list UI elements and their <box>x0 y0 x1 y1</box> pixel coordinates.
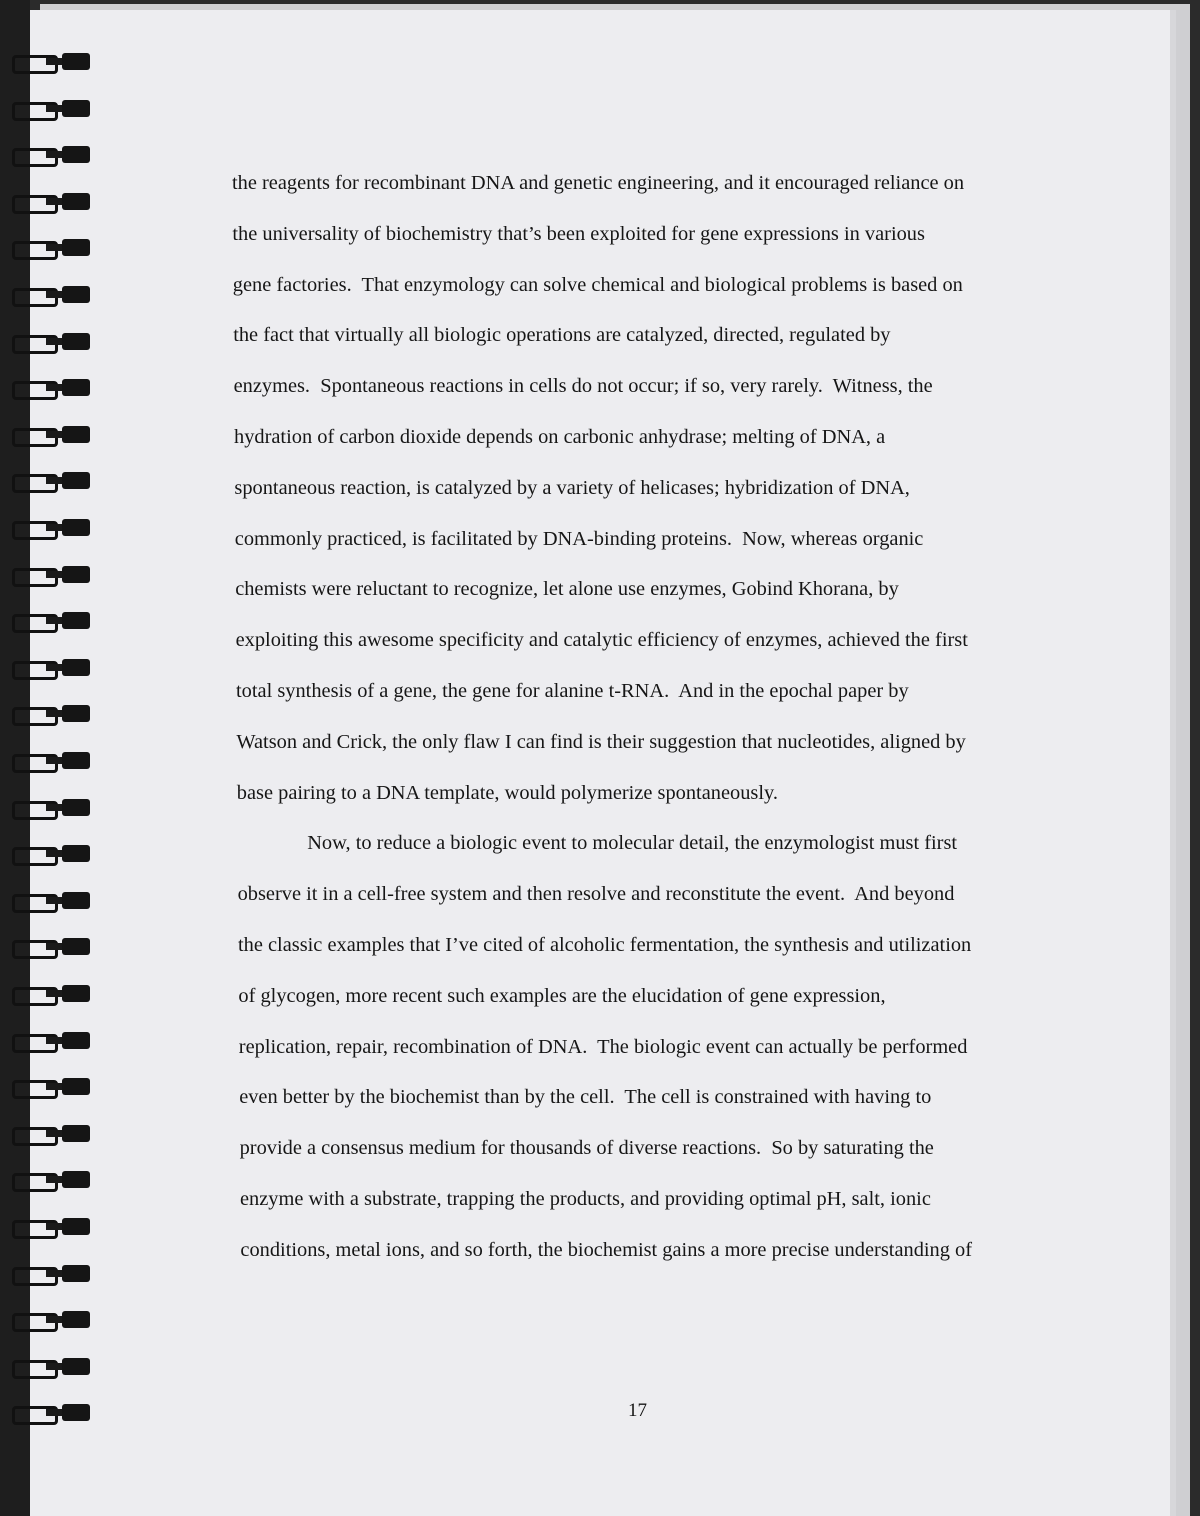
spiral-coil <box>12 1124 92 1144</box>
spiral-coil <box>12 1217 92 1237</box>
spiral-coil <box>12 891 92 911</box>
text-line: base pairing to a DNA template, would polymerize spontaneously. <box>236 781 778 804</box>
text-line: total synthesis of a gene, the gene for alanine t-RNA. And in the epochal paper by <box>236 679 909 702</box>
spiral-coil <box>12 984 92 1004</box>
spiral-coil <box>12 704 92 724</box>
body-text <box>232 168 1062 1286</box>
spiral-coil <box>12 425 92 445</box>
spiral-coil <box>12 798 92 818</box>
text-line: chemists were reluctant to recognize, let alone use enzymes, Gobind Khorana, by <box>235 578 899 601</box>
text-line: enzymes. Spontaneous reactions in cells do not occur; if so, very rarely. Witness, the <box>233 375 933 398</box>
text-line: the reagents for recombinant DNA and genetic engineering, and it encouraged reliance on <box>232 172 965 194</box>
spiral-coil <box>12 937 92 957</box>
spiral-coil <box>12 1264 92 1284</box>
spiral-coil <box>12 471 92 491</box>
text-line: Watson and Crick, the only flaw I can find is their suggestion that nucleotides, aligned by <box>236 730 966 753</box>
spiral-coil <box>12 1357 92 1377</box>
spiral-coil <box>12 518 92 538</box>
text-line: commonly practiced, is facilitated by DNA-binding proteins. Now, whereas organic <box>234 527 924 550</box>
page-number: 17 <box>628 1400 647 1421</box>
spiral-coil <box>12 1170 92 1190</box>
spiral-coil <box>12 844 92 864</box>
spiral-coil <box>12 99 92 119</box>
text-line: replication, repair, recombination of DNA. The biologic event can actually be performed <box>238 1035 968 1058</box>
text-line: enzyme with a substrate, trapping the products, and providing optimal pH, salt, ionic <box>240 1187 931 1210</box>
text-line: hydration of carbon dioxide depends on carbonic anhydrase; melting of DNA, a <box>234 425 886 448</box>
spiral-coil <box>12 378 92 398</box>
text-line: the fact that virtually all biologic operations are catalyzed, directed, regulated by <box>233 324 891 347</box>
text-line: observe it in a cell-free system and then resolve and reconstitute the event. And beyond <box>237 883 955 906</box>
text-line: Now, to reduce a biologic event to molecular detail, the enzymologist must first <box>307 832 958 855</box>
text-line: exploiting this awesome specificity and catalytic efficiency of enzymes, achieved the first <box>235 629 968 652</box>
text-line: the universality of biochemistry that’s been exploited for gene expressions in various <box>232 222 925 245</box>
spiral-coil <box>12 145 92 165</box>
spiral-coil <box>12 1403 92 1423</box>
text-line: spontaneous reaction, is catalyzed by a variety of helicases; hybridization of DNA, <box>234 476 910 499</box>
spiral-coil <box>12 1031 92 1051</box>
spiral-coil <box>12 1077 92 1097</box>
text-line: even better by the biochemist than by the cell. The cell is constrained with having to <box>239 1086 932 1109</box>
spiral-coil <box>12 285 92 305</box>
text-line: gene factories. That enzymology can solve chemical and biological problems is based on <box>232 273 963 296</box>
spiral-coil <box>12 565 92 585</box>
text-line: the classic examples that I’ve cited of alcoholic fermentation, the synthesis and utilization <box>238 933 972 956</box>
spiral-coil <box>12 52 92 72</box>
spiral-coil <box>12 238 92 258</box>
spiral-coil <box>12 1310 92 1330</box>
spiral-coil <box>12 658 92 678</box>
text-line: conditions, metal ions, and so forth, the biochemist gains a more precise understanding of <box>240 1238 973 1261</box>
spiral-coil <box>12 332 92 352</box>
spiral-coil <box>12 611 92 631</box>
spiral-coil <box>12 751 92 771</box>
text-line: provide a consensus medium for thousands of diverse reactions. So by saturating the <box>239 1137 934 1160</box>
spiral-coil <box>12 192 92 212</box>
text-line: of glycogen, more recent such examples are the elucidation of gene expression, <box>238 984 886 1007</box>
